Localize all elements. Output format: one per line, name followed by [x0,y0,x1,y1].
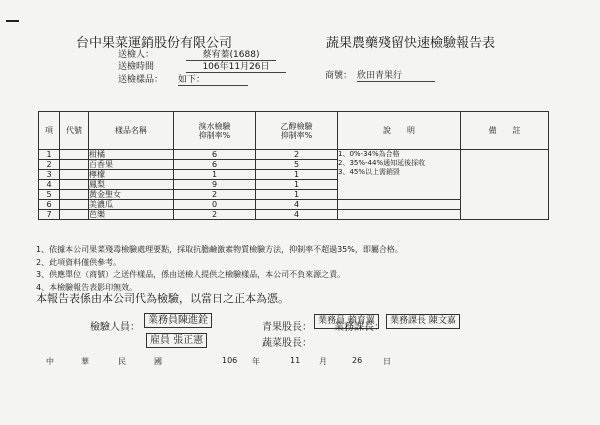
row-code [60,190,89,200]
note-line: 1、0%-34%為合格 [338,150,400,158]
row-no: 1 [39,150,60,160]
store-value: 欣田青果行 [357,68,435,82]
date-year: 106 [222,356,238,365]
inspector-label: 檢驗人員： [90,322,140,333]
veg-chief-label: 蔬菜股長： [262,338,312,349]
header-sample-name: 樣品名稱 [89,112,174,150]
row-no: 3 [39,170,60,180]
header-ethanol-line2: 抑制率% [280,130,313,140]
date-char-3: 民 [118,357,126,366]
row-bromine: 9 [174,180,256,190]
row-no: 5 [39,190,60,200]
date-month-unit: 月 [319,357,327,366]
row-ethanol: 4 [256,210,338,220]
row-no: 2 [39,160,60,170]
row-sample-name: 美濃瓜 [89,200,174,210]
samples-label: 送檢樣品： [118,75,164,85]
row-code [60,210,89,220]
header-code: 代號 [60,112,89,150]
row-no: 6 [39,200,60,210]
submit-date-label: 送檢時間 [118,62,155,72]
table-row [39,150,549,160]
row-code [60,170,89,180]
row-no: 7 [39,210,60,220]
row-bromine: 0 [174,200,256,210]
date-year-unit: 年 [252,357,260,366]
row-ethanol: 1 [256,170,338,180]
company-name: 台中果菜運銷股份有限公司 [76,36,233,51]
row-sample-name: 檸檬 [89,170,174,180]
row-code [60,200,89,210]
remarks-cell [461,150,549,220]
samples-value: 如下： [178,72,248,86]
header-bromine-test [174,112,256,150]
corner-mark [6,20,19,22]
footnote: 1、依據本公司果菜殘毒檢驗處理要點，採取抗膽鹼激素物質檢驗方法，抑制率不超過35%，即屬合格。 [36,245,403,254]
row-ethanol: 4 [256,200,338,210]
header-remarks: 備 註 [461,112,549,150]
date-char-4: 國 [154,357,162,366]
date-month: 11 [290,356,301,365]
inspector-stamp-1: 業務員陳進銓 [144,313,212,328]
row-code [60,180,89,190]
row-bromine: 6 [174,150,256,160]
note-cell-empty [338,200,461,210]
row-bromine: 1 [174,170,256,180]
footnote: 2、此項資料僅供參考。 [36,257,122,267]
note-cell [338,150,461,200]
row-code [60,150,89,160]
row-ethanol: 2 [256,150,338,160]
row-code [60,160,89,170]
date-day-unit: 日 [383,357,391,366]
note-line: 2、35%-44%通知延後採收 [338,159,426,167]
fruit-chief-stamp: 業務員 賴育翼 [314,314,379,329]
inspector-stamp-2: 雇員 張正憲 [146,333,207,348]
date-char-2: 華 [81,357,89,366]
row-sample-name: 芭樂 [89,210,174,220]
row-ethanol: 1 [256,180,338,190]
header-bromine-line1: 溴水檢驗 [198,121,231,131]
header-bromine-line2: 抑制率% [198,130,231,140]
header-item: 項 [39,112,60,150]
sender-label: 送檢人： [118,50,155,60]
sender-value: 蔡宥蓁(1688) [186,47,276,61]
footnote: 3、供應單位（商號）之送件樣品，係由送檢人提供之檢驗樣品，本公司不負來源之責。 [36,270,346,279]
row-bromine: 2 [174,190,256,200]
row-bromine: 6 [174,160,256,170]
validity-notice: 本報告表係由本公司代為檢驗，以當日之正本為憑。 [36,292,289,305]
business-head-stamp: 業務課長 陳文嘉 [386,314,460,329]
submit-date-value: 106年11月26日 [186,59,286,73]
results-table [38,111,549,220]
row-sample-name: 柑橘 [89,150,174,160]
footnote: 4、本檢驗報告表影印無效。 [36,282,138,292]
header-ethanol-line1: 乙醇檢驗 [280,121,313,131]
row-sample-name: 鳳梨 [89,180,174,190]
footnotes [36,244,403,294]
table-header-row [39,112,549,150]
row-ethanol: 1 [256,190,338,200]
header-ethanol-test [256,112,338,150]
row-bromine: 2 [174,210,256,220]
note-cell-empty [338,210,461,220]
row-sample-name: 百香果 [89,160,174,170]
date-char-1: 中 [46,357,54,366]
row-no: 4 [39,180,60,190]
report-title: 蔬果農藥殘留快速檢驗報告表 [326,36,496,51]
row-ethanol: 5 [256,160,338,170]
header-note: 說 明 [338,112,461,150]
business-head-label: 業務課長： [334,322,384,333]
note-line: 3、45%以上需銷毀 [338,168,401,176]
date-day: 26 [352,356,363,365]
store-label: 商號： [325,71,353,81]
row-sample-name: 黃金聖女 [89,190,174,200]
fruit-chief-label: 青果股長： [262,322,312,333]
